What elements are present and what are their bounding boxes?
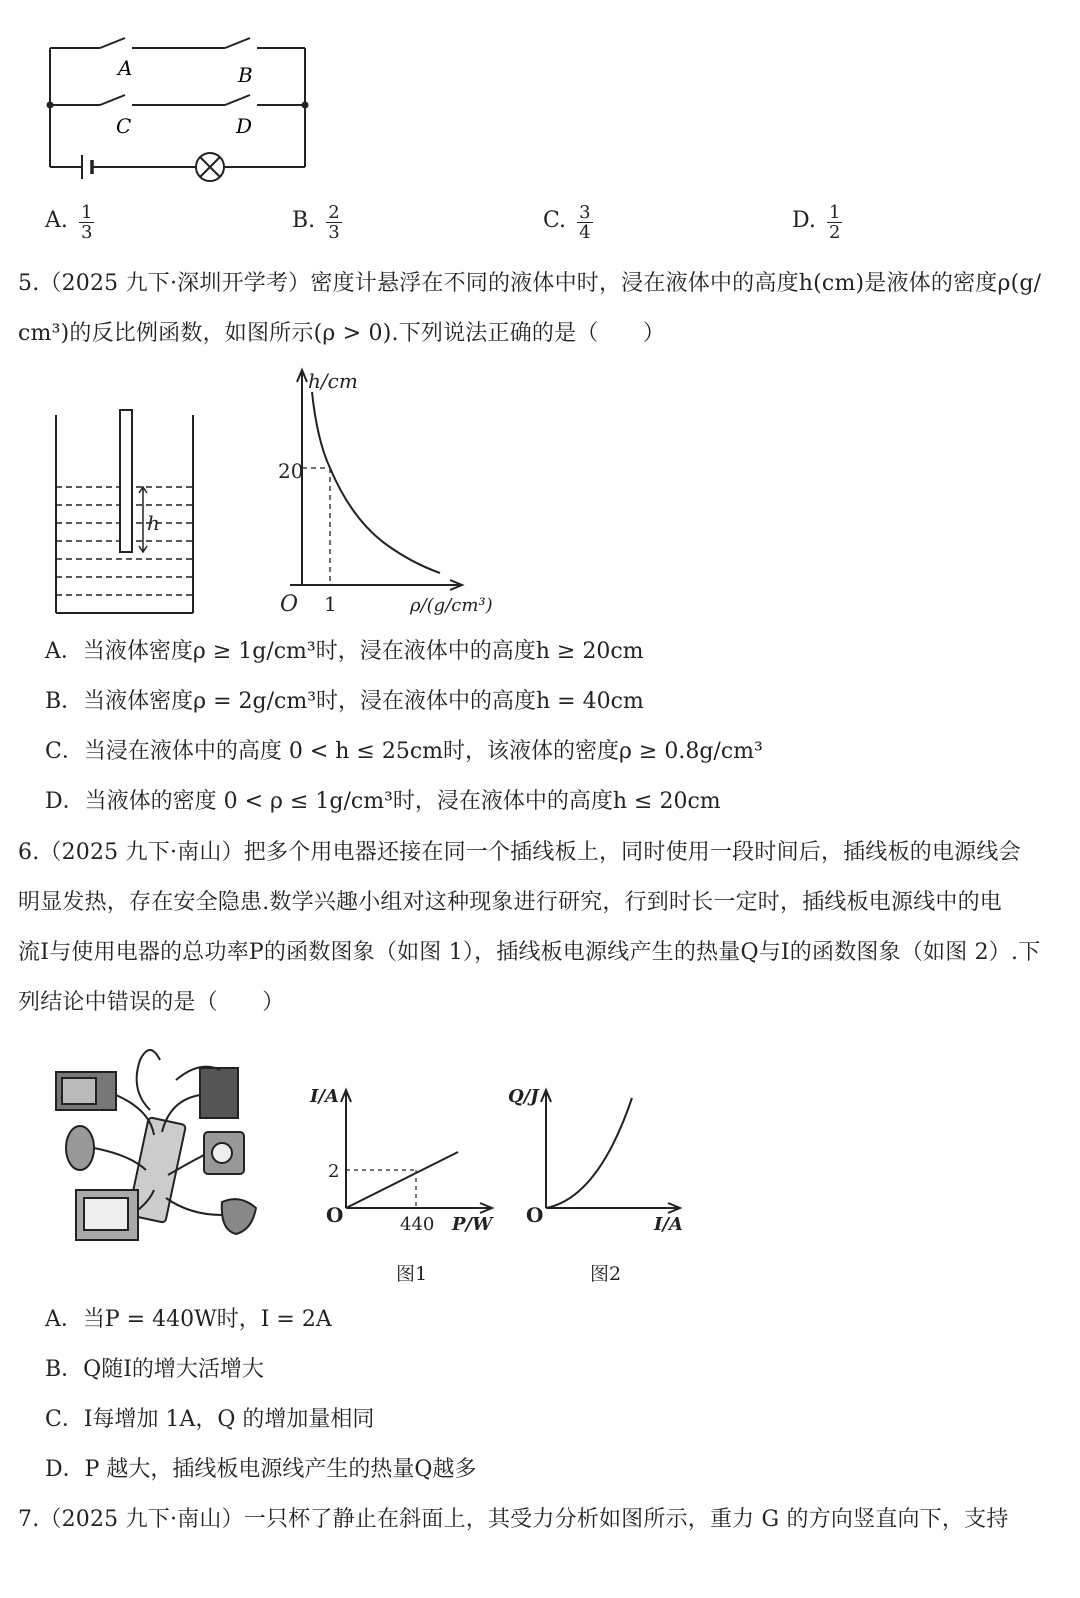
option-letter: C. xyxy=(543,208,567,233)
circuit-label-c: C xyxy=(116,114,132,138)
fig2-x-axis-label: I/A xyxy=(654,1214,683,1235)
fig1-x-axis-label: P/W xyxy=(452,1214,493,1235)
q5-stem-line1: 5.（2025 九下·深圳开学考）密度计悬浮在不同的液体中时，浸在液体中的高度h(cm)是液体的密度ρ(g/ xyxy=(18,271,1042,296)
q6-option-d[interactable]: D．P 越大，插线板电源线产生的热量Q越多 xyxy=(45,1457,477,1482)
q4-option-d[interactable] xyxy=(792,203,842,242)
circuit-label-d: D xyxy=(236,114,253,138)
option-letter: D. xyxy=(792,208,816,233)
fig1-y-tick: 2 xyxy=(328,1161,340,1182)
figure2-heat-current-graph xyxy=(498,1080,698,1290)
fraction: $\frac{3}{4}$ xyxy=(579,202,591,243)
q6-option-c[interactable]: C．I每增加 1A，Q 的增加量相同 xyxy=(45,1407,375,1432)
beaker-h-label: h xyxy=(147,511,160,535)
fraction: $\frac{1}{2}$ xyxy=(828,202,841,243)
q7-stem-line1: 7.（2025 九下·南山）一只杯了静止在斜面上，其受力分析如图所示，重力 G 的方向竖直向下，支持 xyxy=(18,1507,1009,1532)
fraction: $\frac{2}{3}$ xyxy=(328,202,340,243)
q6-stem-line2: 明显发热，存在安全隐患.数学兴趣小组对这种现象进行研究，行到时长一定时，插线板电源线中的电 xyxy=(18,890,1002,915)
q5-option-b[interactable]: B．当液体密度ρ = 2g/cm³时，浸在液体中的高度h = 40cm xyxy=(45,689,644,714)
hydrometer-beaker-figure xyxy=(48,405,208,620)
option-letter: B. xyxy=(292,208,316,233)
q6-option-a[interactable]: A．当P = 440W时，I = 2A xyxy=(45,1307,332,1332)
fig2-y-axis-label: Q/J xyxy=(508,1086,539,1107)
q6-stem-line3: 流I与使用电器的总功率P的函数图象（如图 1），插线板电源线产生的热量Q与I的函数图象（如图 2）.下 xyxy=(18,940,1041,965)
graph-y-tick-20: 20 xyxy=(278,459,304,483)
q6-option-b[interactable]: B．Q随I的增大活增大 xyxy=(45,1357,264,1382)
fig2-caption: 图2 xyxy=(590,1263,622,1285)
fraction: $\frac{1}{3}$ xyxy=(80,202,93,243)
circuit-label-b: B xyxy=(238,63,253,87)
q4-option-c[interactable] xyxy=(543,203,593,242)
fig1-y-axis-label: I/A xyxy=(310,1086,339,1107)
power-strip-appliances-illustration xyxy=(50,1040,280,1255)
q6-stem-line4: 列结论中错误的是（ ） xyxy=(18,990,285,1015)
graph-y-axis-label: h/cm xyxy=(308,369,358,393)
fig1-origin: O xyxy=(326,1203,344,1227)
circuit-label-a: A xyxy=(118,56,133,80)
graph-x-axis-label: ρ/(g/cm³) xyxy=(410,595,493,616)
graph-origin: O xyxy=(280,592,299,617)
fig2-origin: O xyxy=(526,1203,544,1227)
q4-option-b[interactable] xyxy=(292,203,342,242)
density-height-graph xyxy=(272,360,512,625)
q5-option-c[interactable]: C．当浸在液体中的高度 0 < h ≤ 25cm时，该液体的密度ρ ≥ 0.8g/cm³ xyxy=(45,739,763,764)
q5-option-a[interactable]: A．当液体密度ρ ≥ 1g/cm³时，浸在液体中的高度h ≥ 20cm xyxy=(45,639,644,664)
figure1-current-power-graph xyxy=(300,1080,510,1290)
fig1-caption: 图1 xyxy=(396,1263,428,1285)
option-letter: A. xyxy=(45,208,68,233)
graph-x-tick-1: 1 xyxy=(324,592,337,616)
circuit-diagram xyxy=(40,30,320,190)
q6-stem-line1: 6.（2025 九下·南山）把多个用电器还接在同一个插线板上，同时使用一段时间后，插线板的电源线会 xyxy=(18,840,1021,865)
q5-option-d[interactable]: D．当液体的密度 0 < ρ ≤ 1g/cm³时，浸在液体中的高度h ≤ 20cm xyxy=(45,789,721,814)
q4-option-a[interactable] xyxy=(45,203,94,242)
fig1-x-tick: 440 xyxy=(400,1214,435,1235)
q5-stem-line2: cm³)的反比例函数，如图所示(ρ > 0).下列说法正确的是（ ） xyxy=(18,321,666,346)
